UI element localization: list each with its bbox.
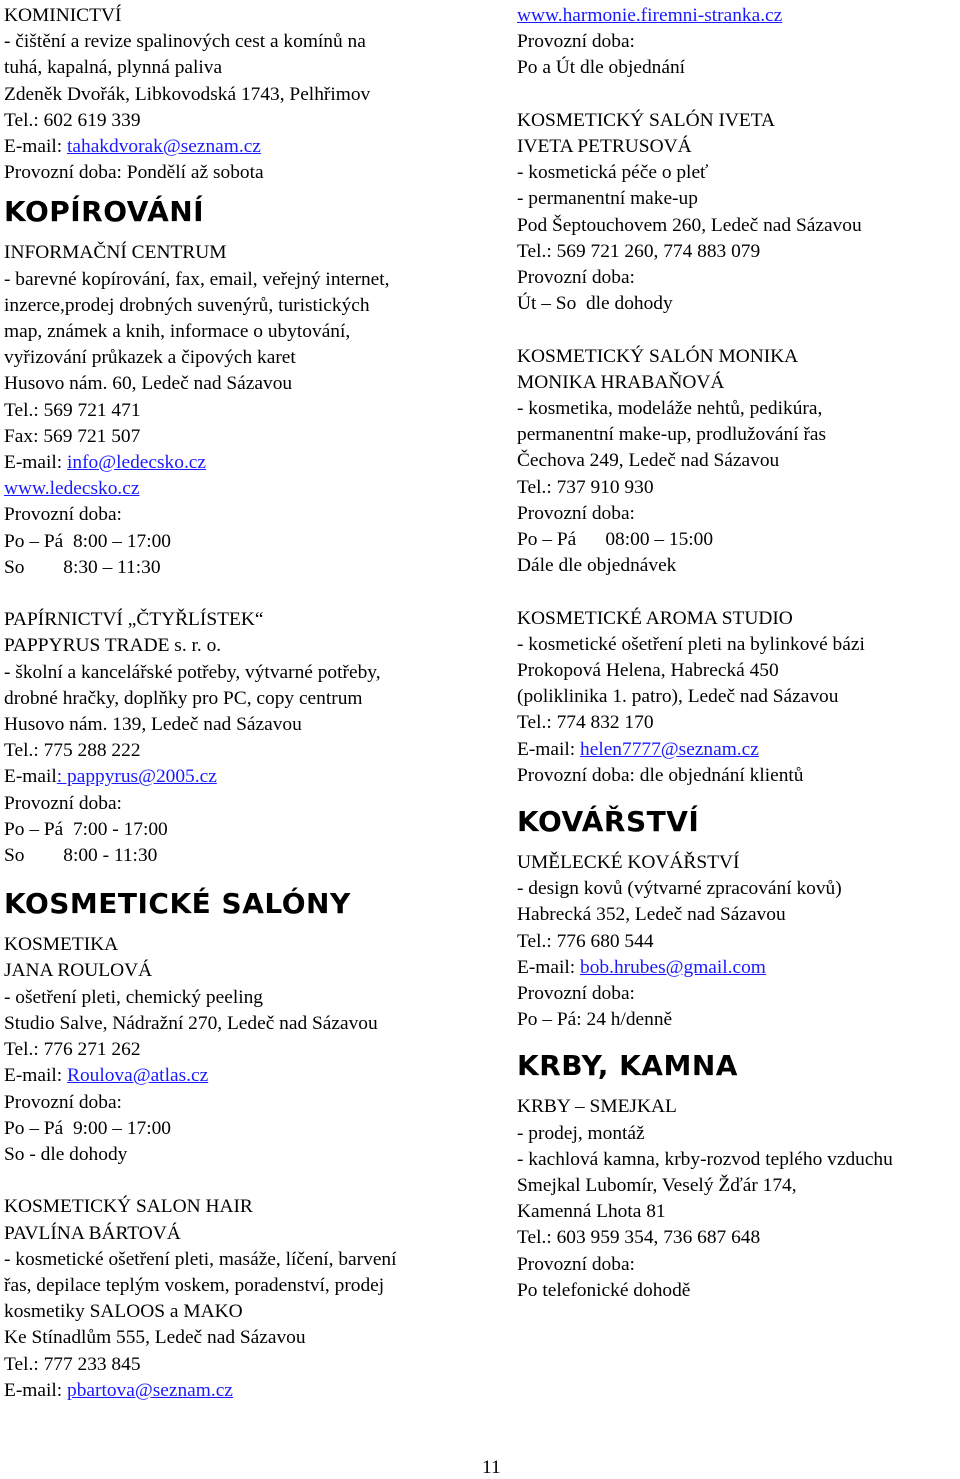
listing-email-row	[4, 764, 504, 790]
listing-name: JANA ROULOVÁ	[4, 960, 153, 982]
listing-email-row	[517, 737, 960, 763]
listing-phone: Tel.: 776 680 544	[517, 930, 654, 952]
listing-hours-label: Provozní doba:	[517, 31, 635, 53]
listing-description: map, známek a knih, informace o ubytování,	[4, 321, 351, 343]
listing-harmonie	[517, 3, 960, 82]
email-label: E-mail	[4, 766, 57, 788]
listing-krby-smejkal	[517, 1094, 960, 1304]
listing-address: Husovo nám. 60, Ledeč nad Sázavou	[4, 373, 293, 395]
listing-title: KOMINICTVÍ	[4, 5, 122, 26]
listing-hours: Dále dle objednávek	[517, 555, 677, 577]
email-label: E-mail:	[4, 136, 68, 158]
section-heading-kopirovani: KOPÍROVÁNÍ	[4, 195, 205, 229]
listing-phone: Tel.: 737 910 930	[517, 476, 654, 498]
web-link[interactable]: www.harmonie.firemni-stranka.cz	[517, 5, 783, 26]
listing-description: - školní a kancelářské potřeby, výtvarné potřeby,	[4, 661, 381, 683]
email-label: E-mail:	[517, 738, 581, 760]
listing-address: Čechova 249, Ledeč nad Sázavou	[517, 450, 780, 472]
listing-hours-label: Provozní doba:	[517, 1253, 635, 1275]
listing-hours: Po – Pá 7:00 - 17:00	[4, 818, 168, 840]
listing-hours: Po – Pá 8:00 – 17:00	[4, 530, 171, 552]
listing-title: KOSMETICKÝ SALÓN IVETA	[517, 109, 776, 131]
listing-description: - permanentní make-up	[517, 188, 698, 210]
listing-description: - prodej, montáž	[517, 1122, 645, 1144]
listing-email-row	[4, 134, 504, 160]
listing-name: Smejkal Lubomír, Veselý Žďár 174,	[517, 1175, 797, 1197]
listing-fax: Fax: 569 721 507	[4, 425, 141, 447]
listing-title: KRBY – SMEJKAL	[517, 1096, 677, 1118]
listing-email-row	[517, 955, 960, 981]
listing-hours: Po – Pá: 24 h/denně	[517, 1009, 673, 1031]
email-label: E-mail:	[517, 956, 581, 978]
listing-hours: Provozní doba: dle objednání klientů	[517, 764, 804, 786]
listing-description: - barevné kopírování, fax, email, veřejný internet,	[4, 268, 390, 290]
listing-hours: Po – Pá 9:00 – 17:00	[4, 1117, 171, 1139]
listing-title: KOSMETICKÉ AROMA STUDIO	[517, 607, 793, 629]
email-link[interactable]: tahakdvorak@seznam.cz	[67, 136, 261, 158]
listing-hours: So 8:30 – 11:30	[4, 556, 161, 578]
email-link[interactable]: info@ledecsko.cz	[67, 452, 207, 474]
listing-company: PAPPYRUS TRADE s. r. o.	[4, 635, 222, 657]
listing-address: Ke Stínadlům 555, Ledeč nad Sázavou	[4, 1327, 306, 1349]
listing-salon-hair	[4, 1194, 504, 1404]
listing-hours: Provozní doba: Pondělí až sobota	[4, 162, 264, 184]
listing-hours-label: Provozní doba:	[4, 1091, 122, 1113]
listing-phone: Tel.: 569 721 260, 774 883 079	[517, 240, 761, 262]
listing-kominictvi	[4, 3, 504, 186]
page-number: 11	[482, 1457, 501, 1478]
left-column	[4, 3, 504, 1404]
listing-title: KOSMETIKA	[4, 934, 119, 956]
email-link[interactable]: bob.hrubes@gmail.com	[580, 956, 766, 978]
listing-hours: Po – Pá 08:00 – 15:00	[517, 529, 714, 551]
listing-papirnictvi	[4, 607, 504, 869]
email-link[interactable]: helen7777@seznam.cz	[580, 738, 759, 760]
listing-description: - kosmetika, modeláže nehtů, pedikúra,	[517, 398, 823, 420]
listing-address: Kamenná Lhota 81	[517, 1201, 666, 1223]
listing-name: PAVLÍNA BÁRTOVÁ	[4, 1222, 181, 1244]
listing-salon-iveta	[517, 108, 960, 318]
listing-hours: Po a Út dle objednání	[517, 57, 686, 79]
listing-hours: Po telefonické dohodě	[517, 1279, 691, 1301]
listing-description: - čištění a revize spalinových cest a komínů na	[4, 31, 366, 53]
listing-address: (poliklinika 1. patro), Ledeč nad Sázavou	[517, 686, 839, 708]
listing-kosmetika-roulova	[4, 932, 504, 1168]
listing-title: UMĚLECKÉ KOVÁŘSTVÍ	[517, 852, 740, 874]
email-label: E-mail:	[4, 1379, 68, 1401]
listing-aroma-studio	[517, 606, 960, 789]
section-heading-kosmeticke-salony: KOSMETICKÉ SALÓNY	[4, 887, 351, 921]
listing-hours-label: Provozní doba:	[517, 983, 635, 1005]
listing-phone: Tel.: 775 288 222	[4, 740, 141, 762]
listing-umelecke-kovarstvi	[517, 850, 960, 1033]
email-label: E-mail:	[4, 1065, 68, 1087]
section-heading-krby-kamna: KRBY, KAMNA	[517, 1049, 738, 1083]
listing-salon-monika	[517, 344, 960, 580]
email-link[interactable]: Roulova@atlas.cz	[67, 1065, 209, 1087]
listing-description: kosmetiky SALOOS a MAKO	[4, 1301, 243, 1323]
listing-description: - ošetření pleti, chemický peeling	[4, 986, 263, 1008]
listing-description: inzerce,prodej drobných suvenýrů, turistických	[4, 294, 370, 316]
listing-title: KOSMETICKÝ SALON HAIR	[4, 1196, 253, 1218]
listing-address: Habrecká 352, Ledeč nad Sázavou	[517, 904, 786, 926]
listing-informacni-centrum	[4, 240, 504, 581]
listing-address: Husovo nám. 139, Ledeč nad Sázavou	[4, 714, 302, 736]
listing-address: Pod Šeptouchovem 260, Ledeč nad Sázavou	[517, 214, 862, 236]
listing-hours-label: Provozní doba:	[4, 792, 122, 814]
spacer	[517, 317, 960, 343]
listing-title: KOSMETICKÝ SALÓN MONIKA	[517, 345, 799, 367]
listing-description: - design kovů (výtvarné zpracování kovů)	[517, 878, 842, 900]
listing-title: INFORMAČNÍ CENTRUM	[4, 242, 227, 264]
listing-description: drobné hračky, doplňky pro PC, copy centrum	[4, 687, 363, 709]
listing-description: permanentní make-up, prodlužování řas	[517, 424, 827, 446]
listing-hours: Út – So dle dohody	[517, 293, 673, 315]
spacer	[517, 579, 960, 605]
listing-description: tuhá, kapalná, plynná paliva	[4, 57, 223, 79]
listing-phone: Tel.: 776 271 262	[4, 1039, 141, 1061]
listing-name: Prokopová Helena, Habrecká 450	[517, 660, 779, 682]
spacer	[517, 82, 960, 108]
listing-email-row	[4, 1378, 504, 1404]
listing-description: - kosmetická péče o pleť	[517, 162, 709, 184]
listing-address: Zdeněk Dvořák, Libkovodská 1743, Pelhřimov	[4, 83, 371, 105]
listing-hours-label: Provozní doba:	[517, 502, 635, 524]
listing-email-row	[4, 1063, 504, 1089]
listing-phone: Tel.: 777 233 845	[4, 1353, 141, 1375]
web-link[interactable]: www.ledecsko.cz	[4, 478, 140, 500]
listing-address: Studio Salve, Nádražní 270, Ledeč nad Sázavou	[4, 1012, 378, 1034]
listing-description: řas, depilace teplým voskem, poradenství, prodej	[4, 1274, 385, 1296]
listing-hours-label: Provozní doba:	[4, 504, 122, 526]
listing-hours-label: Provozní doba:	[517, 267, 635, 289]
listing-phone: Tel.: 569 721 471	[4, 399, 141, 421]
section-heading-kovarstvi: KOVÁŘSTVÍ	[517, 805, 700, 839]
listing-description: - kosmetické ošetření pleti, masáže, líčení, barvení	[4, 1248, 397, 1270]
listing-description: - kosmetické ošetření pleti na bylinkové bázi	[517, 633, 865, 655]
listing-hours: So 8:00 - 11:30	[4, 845, 158, 867]
listing-name: MONIKA HRABAŇOVÁ	[517, 371, 725, 393]
email-label: E-mail:	[4, 452, 68, 474]
listing-phone: Tel.: 603 959 354, 736 687 648	[517, 1227, 761, 1249]
email-link[interactable]: pbartova@seznam.cz	[67, 1379, 233, 1401]
spacer	[4, 581, 504, 607]
listing-name: IVETA PETRUSOVÁ	[517, 136, 692, 157]
listing-web-row	[4, 476, 504, 502]
listing-web-row	[517, 3, 960, 29]
right-column	[517, 3, 960, 1304]
listing-phone: Tel.: 774 832 170	[517, 712, 654, 734]
listing-hours: So - dle dohody	[4, 1143, 128, 1165]
listing-title: PAPÍRNICTVÍ „ČTYŘLÍSTEK“	[4, 609, 264, 631]
listing-email-row	[4, 450, 504, 476]
spacer	[4, 1168, 504, 1194]
listing-description: - kachlová kamna, krby-rozvod teplého vzduchu	[517, 1148, 893, 1170]
listing-description: vyřizování průkazek a čipových karet	[4, 347, 296, 369]
email-link[interactable]: : pappyrus@2005.cz	[56, 766, 217, 788]
listing-phone: Tel.: 602 619 339	[4, 109, 141, 131]
